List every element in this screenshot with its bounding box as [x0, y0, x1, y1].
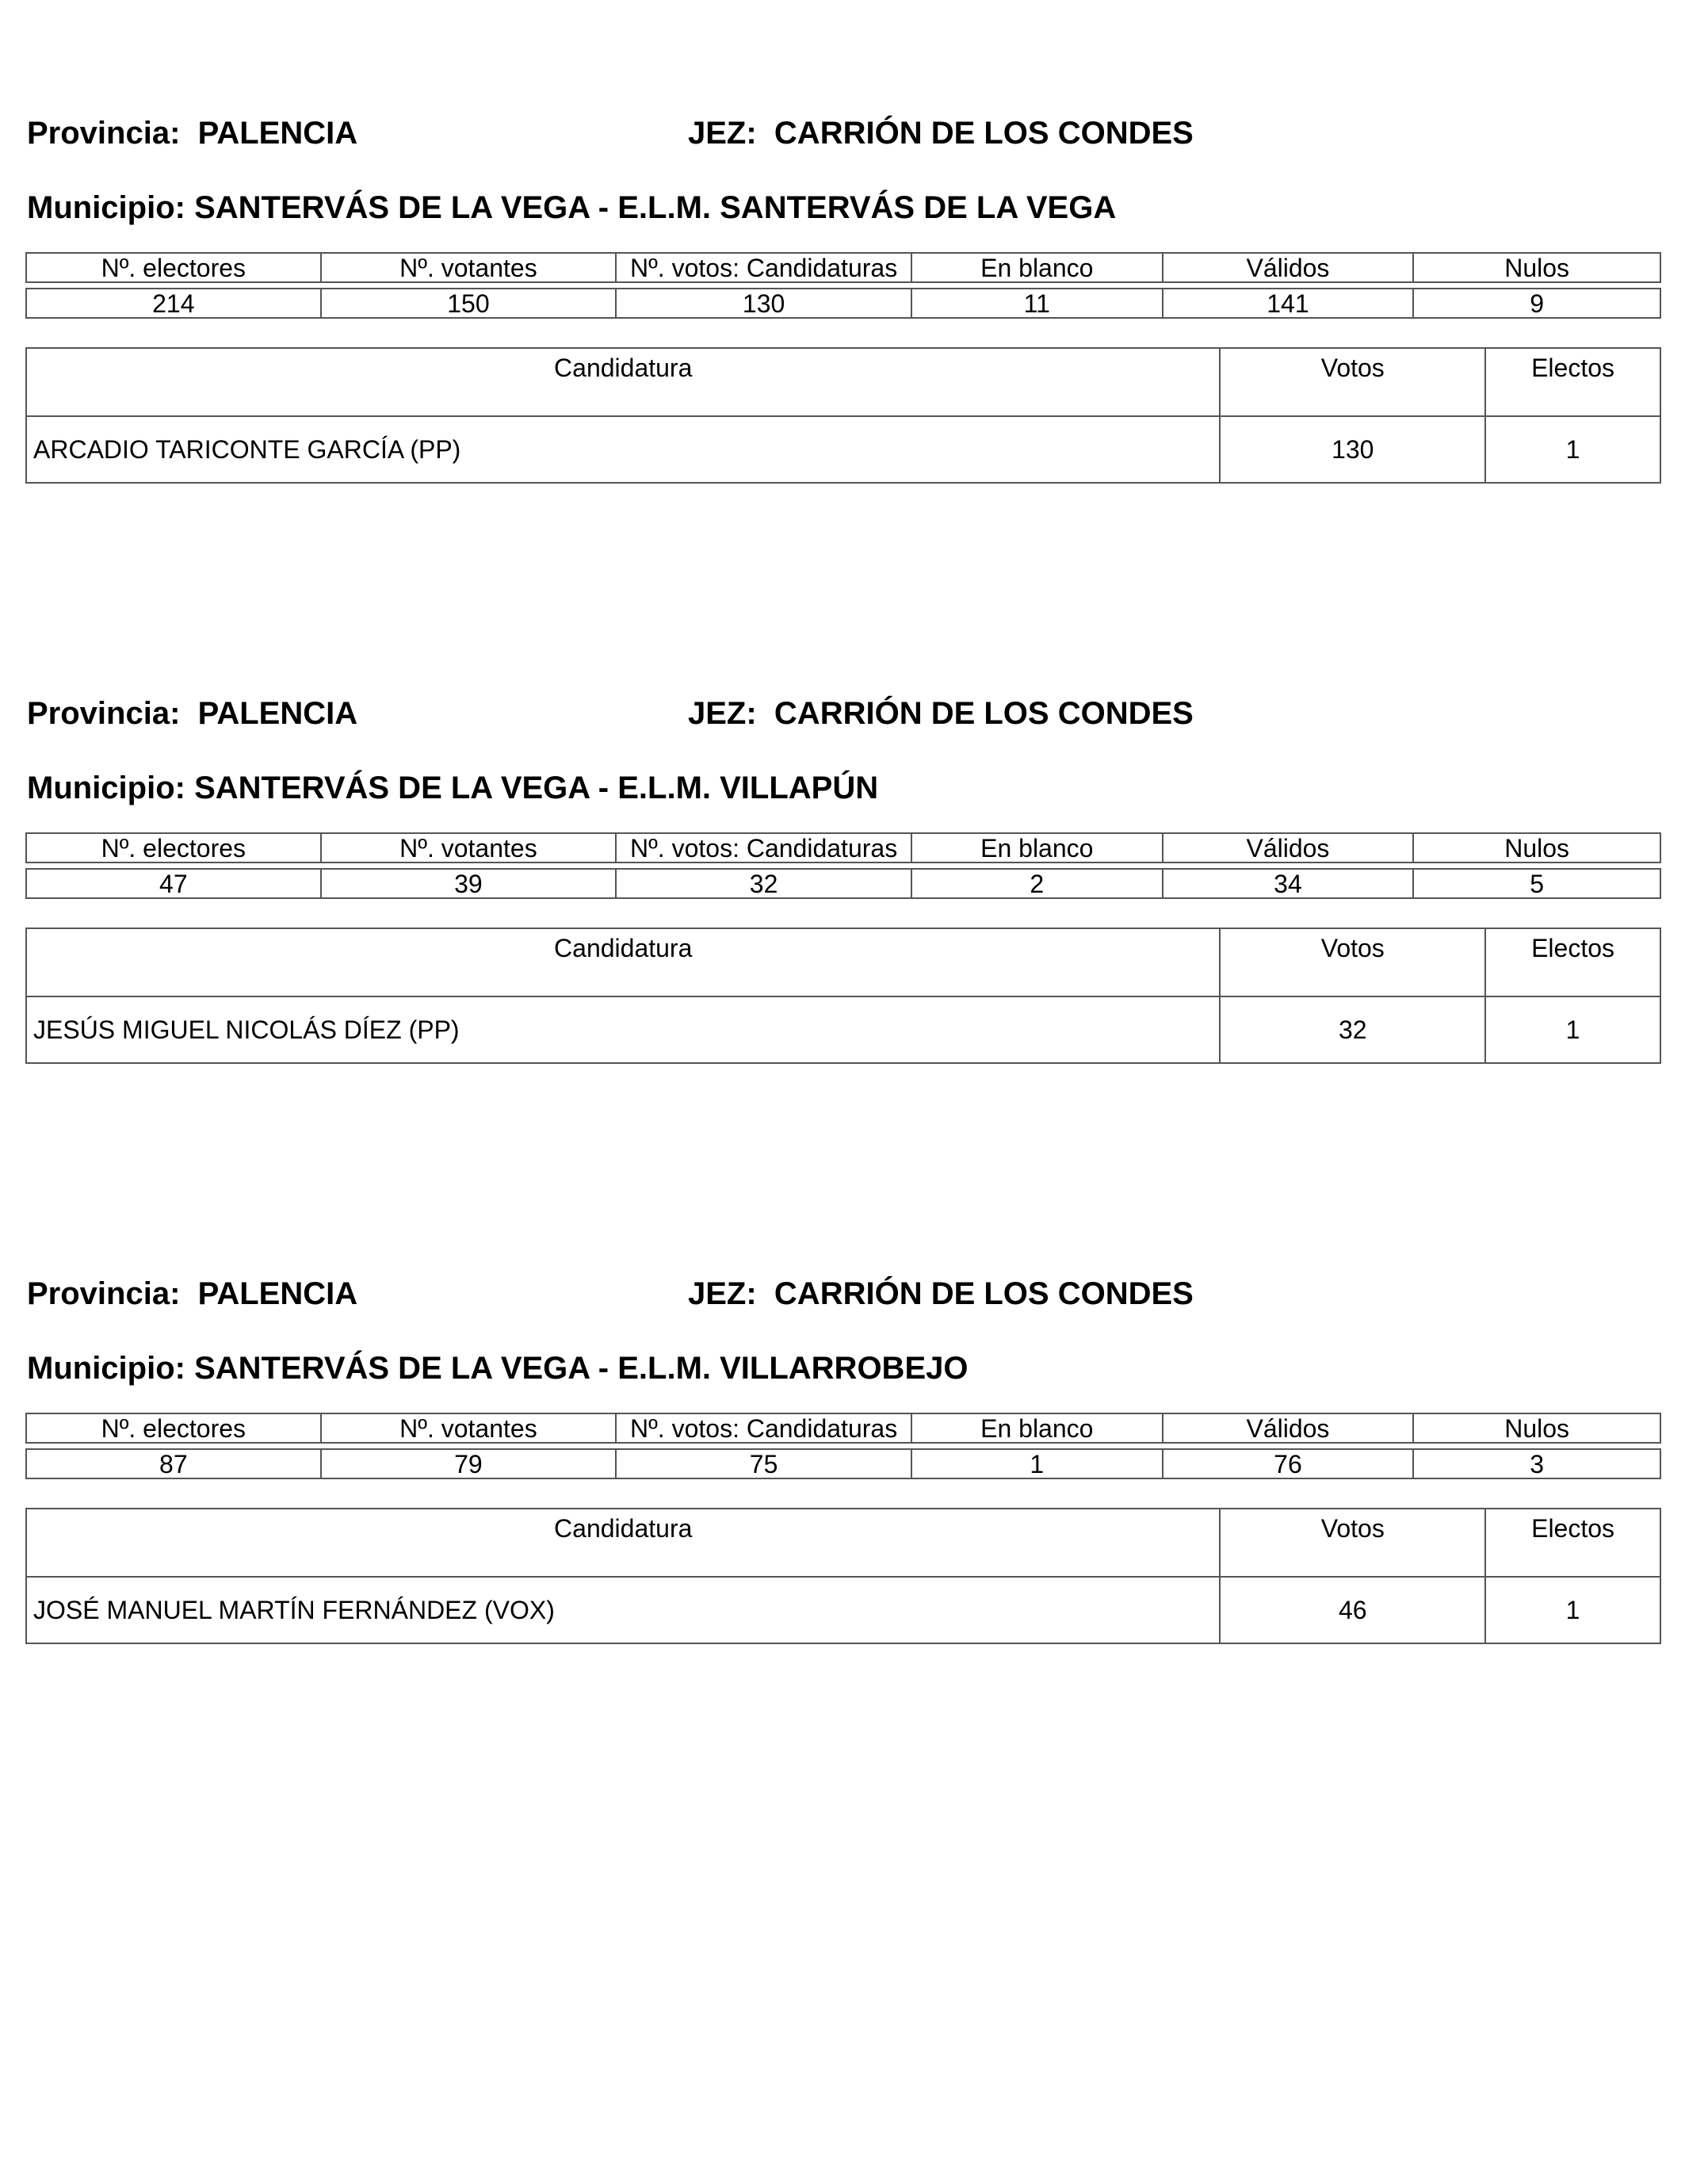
header-votos-candidaturas: Nº. votos: Candidaturas [616, 833, 911, 863]
candidate-row [26, 996, 1660, 1063]
stats-value-row [26, 1449, 1660, 1478]
candidate-electos: 1 [1485, 1577, 1660, 1643]
value-electores: 87 [26, 1449, 321, 1478]
stats-value-row [26, 289, 1660, 318]
value-electores: 214 [26, 289, 321, 318]
candidate-electos: 1 [1485, 996, 1660, 1063]
provincia-value: PALENCIA [197, 1276, 358, 1311]
value-validos: 76 [1163, 1449, 1414, 1478]
provincia-line [27, 117, 357, 149]
jez-label: JEZ: [688, 1276, 757, 1311]
header-votos-candidaturas: Nº. votos: Candidaturas [616, 253, 911, 282]
header-votos: Votos [1220, 1509, 1485, 1577]
candidates-header-row [26, 348, 1660, 416]
header-validos: Válidos [1163, 1413, 1414, 1443]
candidate-votos: 130 [1220, 416, 1485, 483]
value-nulos: 3 [1413, 1449, 1660, 1478]
jez-line [688, 117, 1194, 149]
value-votos-candidaturas: 32 [616, 869, 911, 898]
header-en-blanco: En blanco [911, 253, 1163, 282]
header-en-blanco: En blanco [911, 833, 1163, 863]
candidates-table [25, 1508, 1661, 1644]
header-candidatura: Candidatura [26, 928, 1220, 996]
header-votantes: Nº. votantes [321, 833, 617, 863]
stats-header-row [26, 1413, 1660, 1443]
header-candidatura: Candidatura [26, 1509, 1220, 1577]
header-nulos: Nulos [1413, 253, 1660, 282]
municipio-value: SANTERVÁS DE LA VEGA - E.L.M. VILLARROBEJO [194, 1351, 969, 1386]
municipio-line [27, 1352, 968, 1384]
municipio-value: SANTERVÁS DE LA VEGA - E.L.M. VILLAPÚN [194, 771, 879, 805]
provincia-value: PALENCIA [197, 116, 358, 151]
value-votantes: 150 [321, 289, 617, 318]
header-electores: Nº. electores [26, 1413, 321, 1443]
candidate-name: ARCADIO TARICONTE GARCÍA (PP) [26, 416, 1220, 483]
value-validos: 141 [1163, 289, 1414, 318]
municipio-value: SANTERVÁS DE LA VEGA - E.L.M. SANTERVÁS DE LA VEGA [194, 190, 1117, 225]
value-votantes: 39 [321, 869, 617, 898]
header-electores: Nº. electores [26, 833, 321, 863]
jez-label: JEZ: [688, 696, 757, 731]
jez-value: CARRIÓN DE LOS CONDES [774, 1276, 1194, 1311]
candidate-row [26, 1577, 1660, 1643]
header-votantes: Nº. votantes [321, 1413, 617, 1443]
provincia-label: Provincia: [27, 696, 181, 731]
provincia-value: PALENCIA [197, 696, 358, 731]
value-en-blanco: 2 [911, 869, 1163, 898]
value-validos: 34 [1163, 869, 1414, 898]
jez-value: CARRIÓN DE LOS CONDES [774, 696, 1194, 731]
provincia-line [27, 1278, 357, 1310]
stats-value-row [26, 869, 1660, 898]
header-validos: Válidos [1163, 833, 1414, 863]
jez-line [688, 698, 1194, 729]
stats-table [25, 832, 1661, 899]
header-candidatura: Candidatura [26, 348, 1220, 416]
header-electos: Electos [1485, 348, 1660, 416]
candidates-table [25, 347, 1661, 484]
stats-table [25, 252, 1661, 319]
stats-header-row [26, 253, 1660, 282]
candidate-votos: 46 [1220, 1577, 1485, 1643]
candidate-row [26, 416, 1660, 483]
header-votos: Votos [1220, 348, 1485, 416]
candidates-table [25, 928, 1661, 1064]
value-en-blanco: 1 [911, 1449, 1163, 1478]
jez-value: CARRIÓN DE LOS CONDES [774, 116, 1194, 151]
value-votos-candidaturas: 75 [616, 1449, 911, 1478]
jez-label: JEZ: [688, 116, 757, 151]
candidate-electos: 1 [1485, 416, 1660, 483]
stats-table [25, 1413, 1661, 1479]
header-electos: Electos [1485, 928, 1660, 996]
candidate-name: JOSÉ MANUEL MARTÍN FERNÁNDEZ (VOX) [26, 1577, 1220, 1643]
header-votos-candidaturas: Nº. votos: Candidaturas [616, 1413, 911, 1443]
header-votos: Votos [1220, 928, 1485, 996]
value-votos-candidaturas: 130 [616, 289, 911, 318]
candidates-header-row [26, 1509, 1660, 1577]
municipio-label: Municipio: [27, 771, 185, 805]
value-electores: 47 [26, 869, 321, 898]
header-nulos: Nulos [1413, 1413, 1660, 1443]
header-electos: Electos [1485, 1509, 1660, 1577]
municipio-label: Municipio: [27, 1351, 185, 1386]
header-en-blanco: En blanco [911, 1413, 1163, 1443]
value-votantes: 79 [321, 1449, 617, 1478]
jez-line [688, 1278, 1194, 1310]
municipio-line [27, 772, 878, 804]
candidate-name: JESÚS MIGUEL NICOLÁS DÍEZ (PP) [26, 996, 1220, 1063]
municipio-line [27, 192, 1116, 224]
value-nulos: 5 [1413, 869, 1660, 898]
candidates-header-row [26, 928, 1660, 996]
header-votantes: Nº. votantes [321, 253, 617, 282]
provincia-line [27, 698, 357, 729]
provincia-label: Provincia: [27, 116, 181, 151]
header-validos: Válidos [1163, 253, 1414, 282]
stats-header-row [26, 833, 1660, 863]
header-electores: Nº. electores [26, 253, 321, 282]
provincia-label: Provincia: [27, 1276, 181, 1311]
value-en-blanco: 11 [911, 289, 1163, 318]
value-nulos: 9 [1413, 289, 1660, 318]
header-nulos: Nulos [1413, 833, 1660, 863]
municipio-label: Municipio: [27, 190, 185, 225]
candidate-votos: 32 [1220, 996, 1485, 1063]
